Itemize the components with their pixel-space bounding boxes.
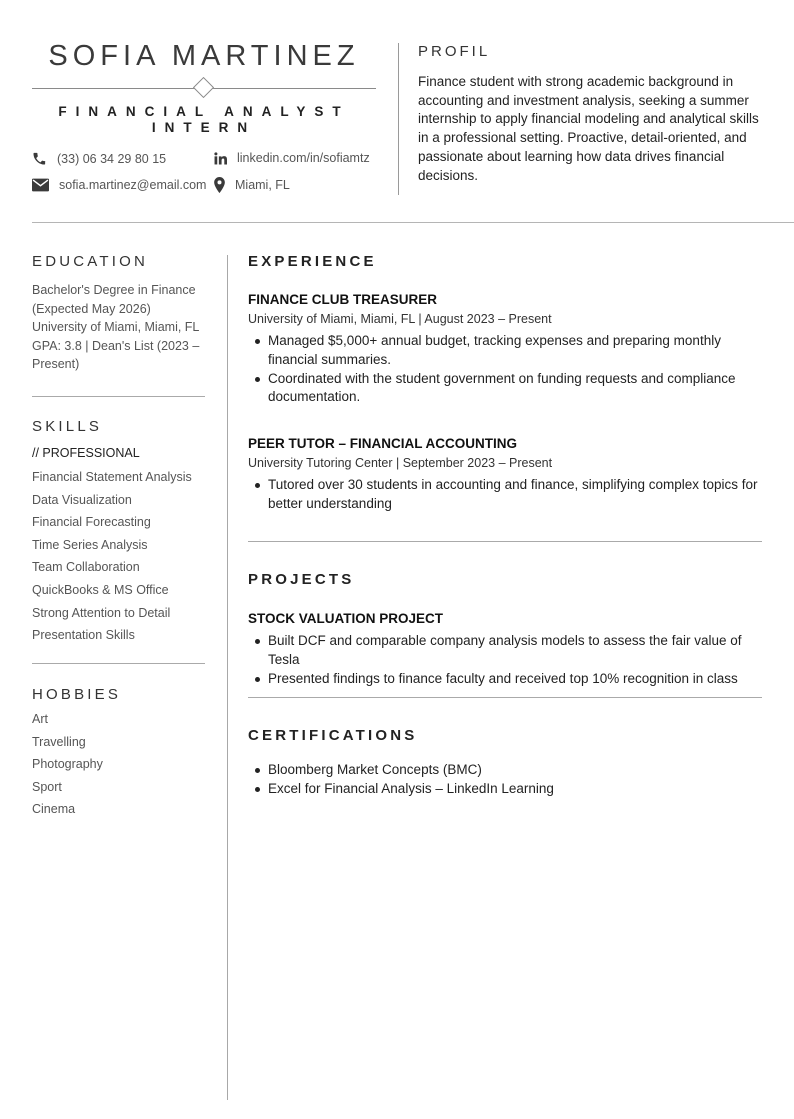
education-divider <box>32 396 205 397</box>
skills-list <box>32 469 192 650</box>
header-vertical-divider <box>398 43 399 195</box>
candidate-name: SOFIA MARTINEZ <box>48 40 360 72</box>
education-line: (Expected May 2026) <box>32 301 151 316</box>
job-meta: University Tutoring Center | September 2023 – Present <box>248 456 553 470</box>
skill-item: Data Visualization <box>32 492 132 507</box>
skill-item: Strong Attention to Detail <box>32 605 171 620</box>
experience-heading: EXPERIENCE <box>248 253 377 270</box>
skill-item: QuickBooks & MS Office <box>32 582 169 597</box>
profile-heading: PROFIL <box>418 43 491 60</box>
education-details <box>32 281 212 374</box>
location-text: Miami, FL <box>235 178 290 192</box>
contact-email <box>32 178 206 192</box>
hobby-item: Travelling <box>32 734 86 749</box>
hobbies-list <box>32 711 103 824</box>
skill-item: Financial Forecasting <box>32 515 151 530</box>
job-role: PEER TUTOR – FINANCIAL ACCOUNTING <box>248 436 518 451</box>
education-line: Present) <box>32 357 80 372</box>
skills-divider <box>32 663 205 664</box>
location-pin-icon <box>214 177 225 193</box>
column-divider <box>227 255 228 1100</box>
contact-phone <box>32 151 166 166</box>
project-bullet: Presented findings to finance faculty and received top 10% recognition in class <box>248 670 763 689</box>
header-bottom-divider <box>32 222 794 223</box>
skill-item: Presentation Skills <box>32 628 135 643</box>
linkedin-icon <box>214 152 227 165</box>
contact-linkedin <box>214 151 370 165</box>
job-role: FINANCE CLUB TREASURER <box>248 292 437 307</box>
skill-item: Time Series Analysis <box>32 537 148 552</box>
phone-text: (33) 06 34 29 80 15 <box>57 151 167 166</box>
job-meta: University of Miami, Miami, FL | August 2023 – Present <box>248 312 552 326</box>
project-bullets <box>248 632 763 688</box>
contact-location <box>214 177 290 193</box>
projects-heading: PROJECTS <box>248 571 355 588</box>
project-bullet: Built DCF and comparable company analysis models to assess the fair value of Tesla <box>248 632 763 670</box>
phone-icon <box>32 151 47 166</box>
hobby-item: Art <box>32 712 48 726</box>
job-bullet: Tutored over 30 students in accounting and finance, simplifying complex topics for better understanding <box>248 476 763 514</box>
skill-item: Team Collaboration <box>32 560 140 575</box>
certifications-heading: CERTIFICATIONS <box>248 727 418 744</box>
education-line: Bachelor's Degree in Finance <box>32 283 196 297</box>
profile-summary: Finance student with strong academic background in accounting and investment analysis, seeking a summer internship to apply financial modeling and analytical skills in a professional setting. Proactive, detail-oriented, and passionate about learning how data drives financial decisions. <box>418 74 759 183</box>
job-bullets <box>248 332 763 407</box>
education-heading: EDUCATION <box>32 253 149 270</box>
job-bullets <box>248 476 763 514</box>
certifications-list <box>248 761 763 799</box>
certification-item: Excel for Financial Analysis – LinkedIn Learning <box>248 780 763 799</box>
hobby-item: Cinema <box>32 802 76 817</box>
certification-item: Bloomberg Market Concepts (BMC) <box>248 761 763 780</box>
envelope-icon <box>32 178 49 192</box>
skills-heading: SKILLS <box>32 418 103 435</box>
projects-divider <box>248 697 762 698</box>
skill-item: Financial Statement Analysis <box>32 470 192 484</box>
diamond-ornament <box>193 77 214 98</box>
job-bullet: Managed $5,000+ annual budget, tracking expenses and preparing monthly financial summaries. <box>248 332 763 370</box>
hobby-item: Photography <box>32 757 103 772</box>
linkedin-text: linkedin.com/in/sofiamtz <box>237 151 370 165</box>
project-name: STOCK VALUATION PROJECT <box>248 611 444 626</box>
job-bullet: Coordinated with the student government on funding requests and compliance documentation. <box>248 370 763 408</box>
email-text: sofia.martinez@email.com <box>59 178 207 192</box>
hobbies-heading: HOBBIES <box>32 686 122 703</box>
experience-divider <box>248 541 762 542</box>
job-title: FINANCIAL ANALYST INTERN <box>58 104 350 135</box>
hobby-item: Sport <box>32 779 62 794</box>
education-line: GPA: 3.8 | Dean's List (2023 – <box>32 338 200 353</box>
skills-subheading: // PROFESSIONAL <box>32 446 140 460</box>
education-line: University of Miami, Miami, FL <box>32 320 200 335</box>
